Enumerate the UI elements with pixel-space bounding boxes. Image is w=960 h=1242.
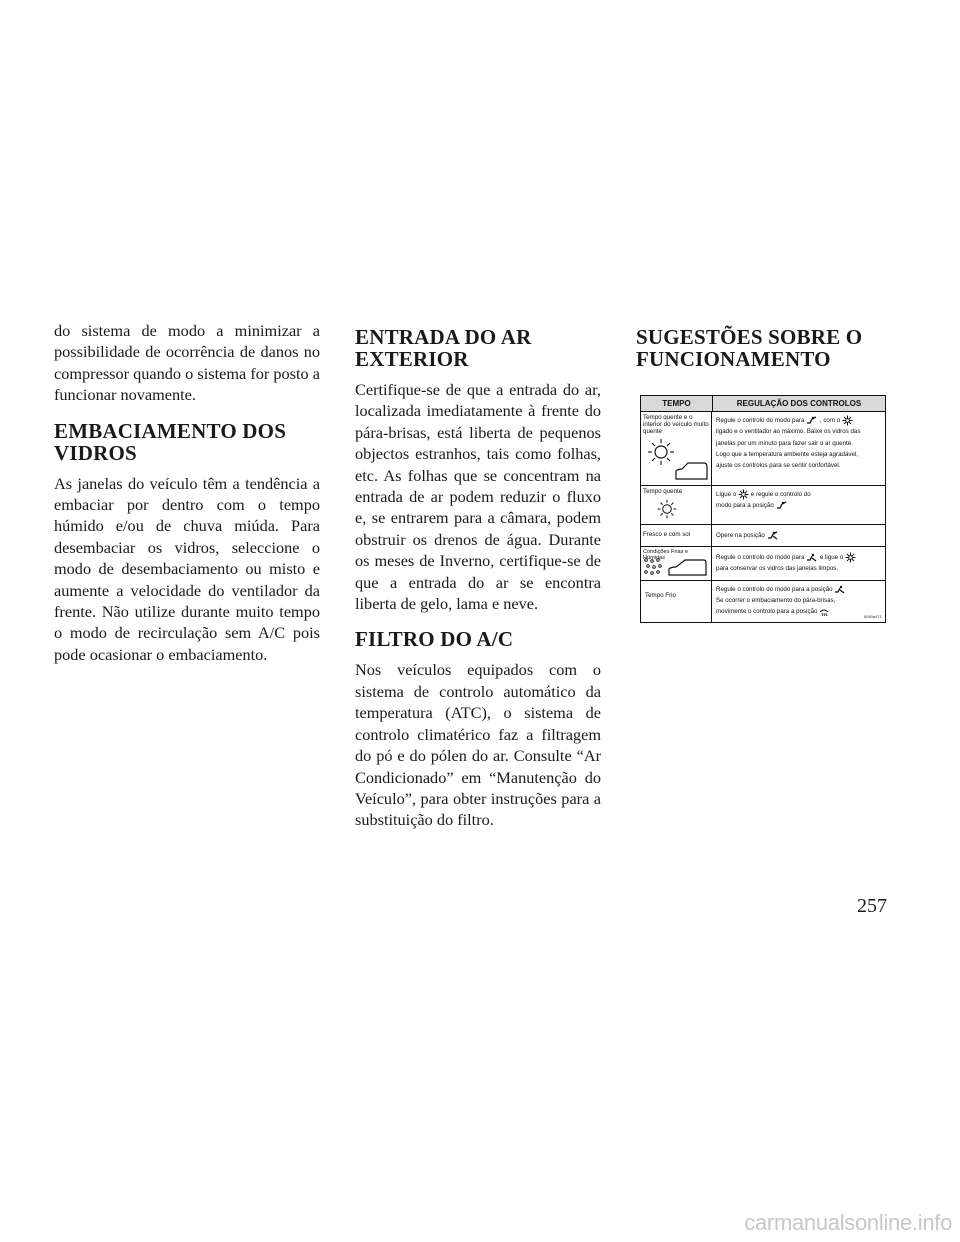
ac-snowflake-icon <box>738 489 749 500</box>
car-interior-icon <box>674 461 708 481</box>
section-heading-air-intake: ENTRADA DO AR EXTERIOR <box>355 325 532 371</box>
table-row: Tempo Frio Regule o controlo do modo para a posição Se ocorrer o embaciamento do pára-brisas, movimente o controlo para a posição <box>641 581 885 622</box>
ac-snowflake-icon <box>842 415 853 426</box>
column-2 <box>355 320 601 831</box>
sun-icon <box>657 499 677 519</box>
rain-drops-icon <box>643 557 665 577</box>
floor-defrost-mode-icon <box>806 553 818 562</box>
watermark: carmanualsonline.info <box>744 1210 952 1235</box>
defrost-mode-icon <box>819 607 829 617</box>
ac-filter-paragraph: Nos veículos equipados com o sistema de controlo automático da temperatura (ATC), o sistema de controlo climatérico faz a filtragem do pó e do pólen do ar. Consulte “Ar Condicionado” em “Manutenção do Veículo”, para obter instruções para a substituição do filtro. <box>355 660 601 830</box>
weather-label: Tempo quente e o interior do veículo muito quente <box>643 414 709 435</box>
weather-label: Tempo quente <box>643 488 683 495</box>
operating-tips-table <box>640 395 886 623</box>
section-heading-defogging: EMBACIAMENTO DOS VIDROS <box>54 418 287 465</box>
sun-icon <box>647 438 675 466</box>
section-heading-ac-filter: FILTRO DO A/C <box>355 627 514 652</box>
weather-label: Fresco e com sol <box>643 531 691 538</box>
air-intake-paragraph: Certifique-se de que a entrada do ar, localizada imediatamente à frente do pára-brisas, está liberta de pequenos objectos estranhos, tais como folhas, etc. As folhas que se concentram na entrada de ar podem reduzir o fluxo e, se entrarem para a câmara, podem obstruir os drenos de água. Durante os meses de Inverno, certifique-se de que a entrada do ar se encontra liberta de gelo, lama e neve. <box>355 380 601 614</box>
panel-mode-icon <box>806 416 818 425</box>
page-number: 257 <box>857 895 887 917</box>
header-weather: TEMPO <box>641 396 713 411</box>
panel-mode-icon <box>776 501 788 510</box>
figure-code: 8060a471 <box>864 614 882 619</box>
column-1 <box>54 320 320 665</box>
column-3 <box>636 320 894 379</box>
ac-snowflake-icon <box>845 552 856 563</box>
bilevel-mode-icon <box>767 531 779 540</box>
header-controls: REGULAÇÃO DOS CONTROLOS <box>736 399 862 408</box>
table-row: Tempo quente Ligue o e regule o controlo do modo para a posição <box>641 486 885 525</box>
table-row: Condições Frias e Húmidas Regule o controlo do modo para e ligue o para conservar os vidros das janelas limpos. <box>641 547 885 581</box>
intro-paragraph: do sistema de modo a minimizar a possibilidade de ocorrência de danos no compressor quando o sistema for posto a funcionar novamente. <box>54 321 320 405</box>
car-interior-icon <box>667 557 707 577</box>
section-heading-operating-tips: SUGESTÕES SOBRE O FUNCIONAMENTO <box>636 325 863 371</box>
defogging-paragraph: As janelas do veículo têm a tendência a embaciar por dentro com o tempo húmido e/ou de chuva miúda. Para desembaciar os vidros, seleccione o modo de desembaciamento ou misto e aumente a velocidade do ventilador da frente. Não utilize durante muito tempo o modo de recirculação sem A/C pois pode ocasionar o embaciamento. <box>54 473 320 664</box>
weather-label: Condições Frias e Húmidas <box>643 549 689 561</box>
weather-label: Tempo Frio <box>645 592 676 599</box>
table-row: Tempo quente e o interior do veículo muito quente Regule o controlo do modo para , com o ligado e o ventilador ao máximo. Baixe os vidros das janelas por um minuto para fazer sair o ar quente. Logo que a temperatura ambiente esteja agradável, ajuste os controlos para se sentir confortável. <box>641 412 885 486</box>
table-header <box>641 396 885 412</box>
table-row: Fresco e com sol Opere na posição <box>641 525 885 547</box>
floor-mode-icon <box>834 585 846 594</box>
